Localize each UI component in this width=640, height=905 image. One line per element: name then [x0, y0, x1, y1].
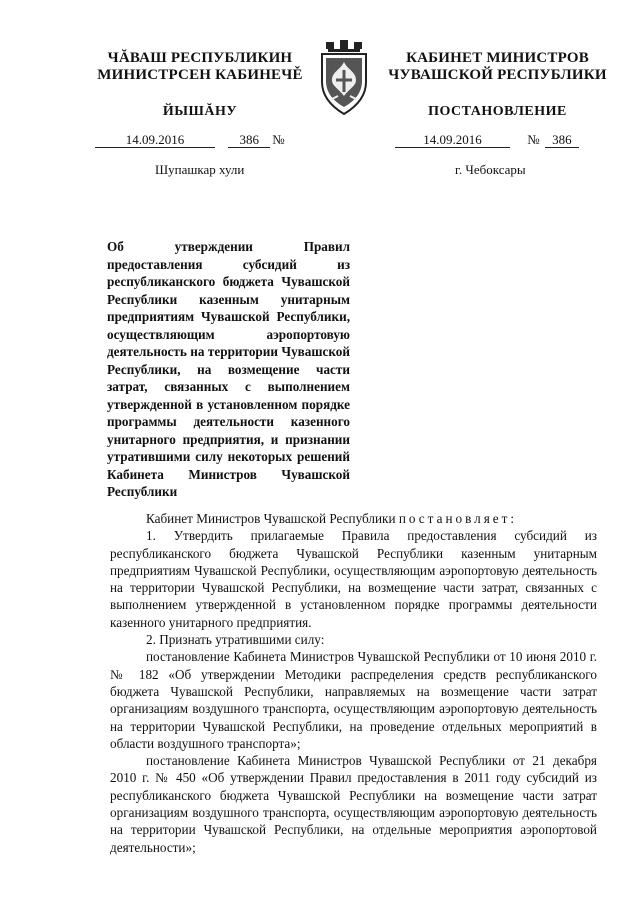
- header-left-line1: ЧĂВАШ РЕСПУБЛИКИН: [107, 50, 293, 66]
- intro-subject: Кабинет Министров Чувашской Республики: [146, 511, 396, 526]
- number-left: 386: [228, 133, 270, 148]
- city-left: Шупашкар хули: [155, 162, 245, 177]
- document-body: [110, 510, 597, 856]
- date-left: 14.09.2016: [95, 133, 215, 148]
- date-right: 14.09.2016: [395, 133, 510, 148]
- header-right-line1: КАБИНЕТ МИНИСТРОВ: [406, 50, 589, 66]
- header-right: [375, 50, 620, 120]
- header-left-doc-type: ЙЫШĂНУ: [162, 104, 238, 119]
- paragraph-2: 2. Признать утратившими силу:: [146, 632, 325, 648]
- paragraph-4: постановление Кабинета Министров Чувашской Республики от 21 декабря 2010 г. № 450 «Об утверждении Правил предоставления в 2011 году субсидий из республиканского бюджета Чувашской Республики на возмещение части затрат организациям воздушного транспорта, осуществляющим аэропортовую деятельность на территории Чувашской Республики, на отдельные мероприятия аэропортовой деятельности»;: [110, 753, 597, 855]
- paragraph-3: постановление Кабинета Министров Чувашской Республики от 10 июня 2010 г. № 182 «Об утверждении Методики распределения средств республиканского бюджета Чувашской Республики, направляемых на возмещение части затрат организациям воздушного транспорта, осуществляющим аэропортовую деятельность на территории Чувашской Республики, на проведение отдельных мероприятий в области воздушного транспорта»;: [110, 649, 597, 751]
- intro-verb: постановляет:: [398, 511, 518, 526]
- header-left: [85, 50, 315, 120]
- header-right-doc-type: ПОСТАНОВЛЕНИЕ: [428, 104, 567, 119]
- date-number-left: [95, 132, 315, 148]
- chuvash-coat-of-arms-icon: [316, 40, 372, 116]
- paragraph-1: 1. Утвердить прилагаемые Правила предоставления субсидий из республиканского бюджета Чувашской Республики казенным унитарным предприятиям Чувашской Республики, осуществляющим аэропортовую деятельность на территории Чувашской Республики, на возмещение части затрат, связанных с выполнением утвержденной в установленном порядке программы деятельности казенного унитарного предприятия.: [110, 528, 597, 630]
- intro-paragraph: [110, 510, 597, 527]
- number-right: 386: [545, 133, 579, 148]
- city-right: г. Чебоксары: [455, 162, 526, 177]
- header-right-line2: ЧУВАШСКОЙ РЕСПУБЛИКИ: [388, 67, 607, 83]
- document-title: Об утверждении Правил предоставления субсидий из республиканского бюджета Чувашской Республики казенным унитарным предприятиям Чувашской Республики, осуществляющим аэропортовую деятельность на территории Чувашской Республики, на возмещение части затрат, связанных с выполнением утвержденной в установленном порядке программы деятельности казенного унитарного предприятия, и признании утратившими силу некоторых решений Кабинета Министров Чувашской Республики: [107, 239, 350, 499]
- number-sign-left: №: [272, 132, 285, 147]
- header-left-line2: МИНИСТРСЕН КАБИНЕЧĚ: [97, 67, 303, 83]
- date-number-right: [395, 132, 595, 148]
- number-sign-right: №: [527, 132, 540, 147]
